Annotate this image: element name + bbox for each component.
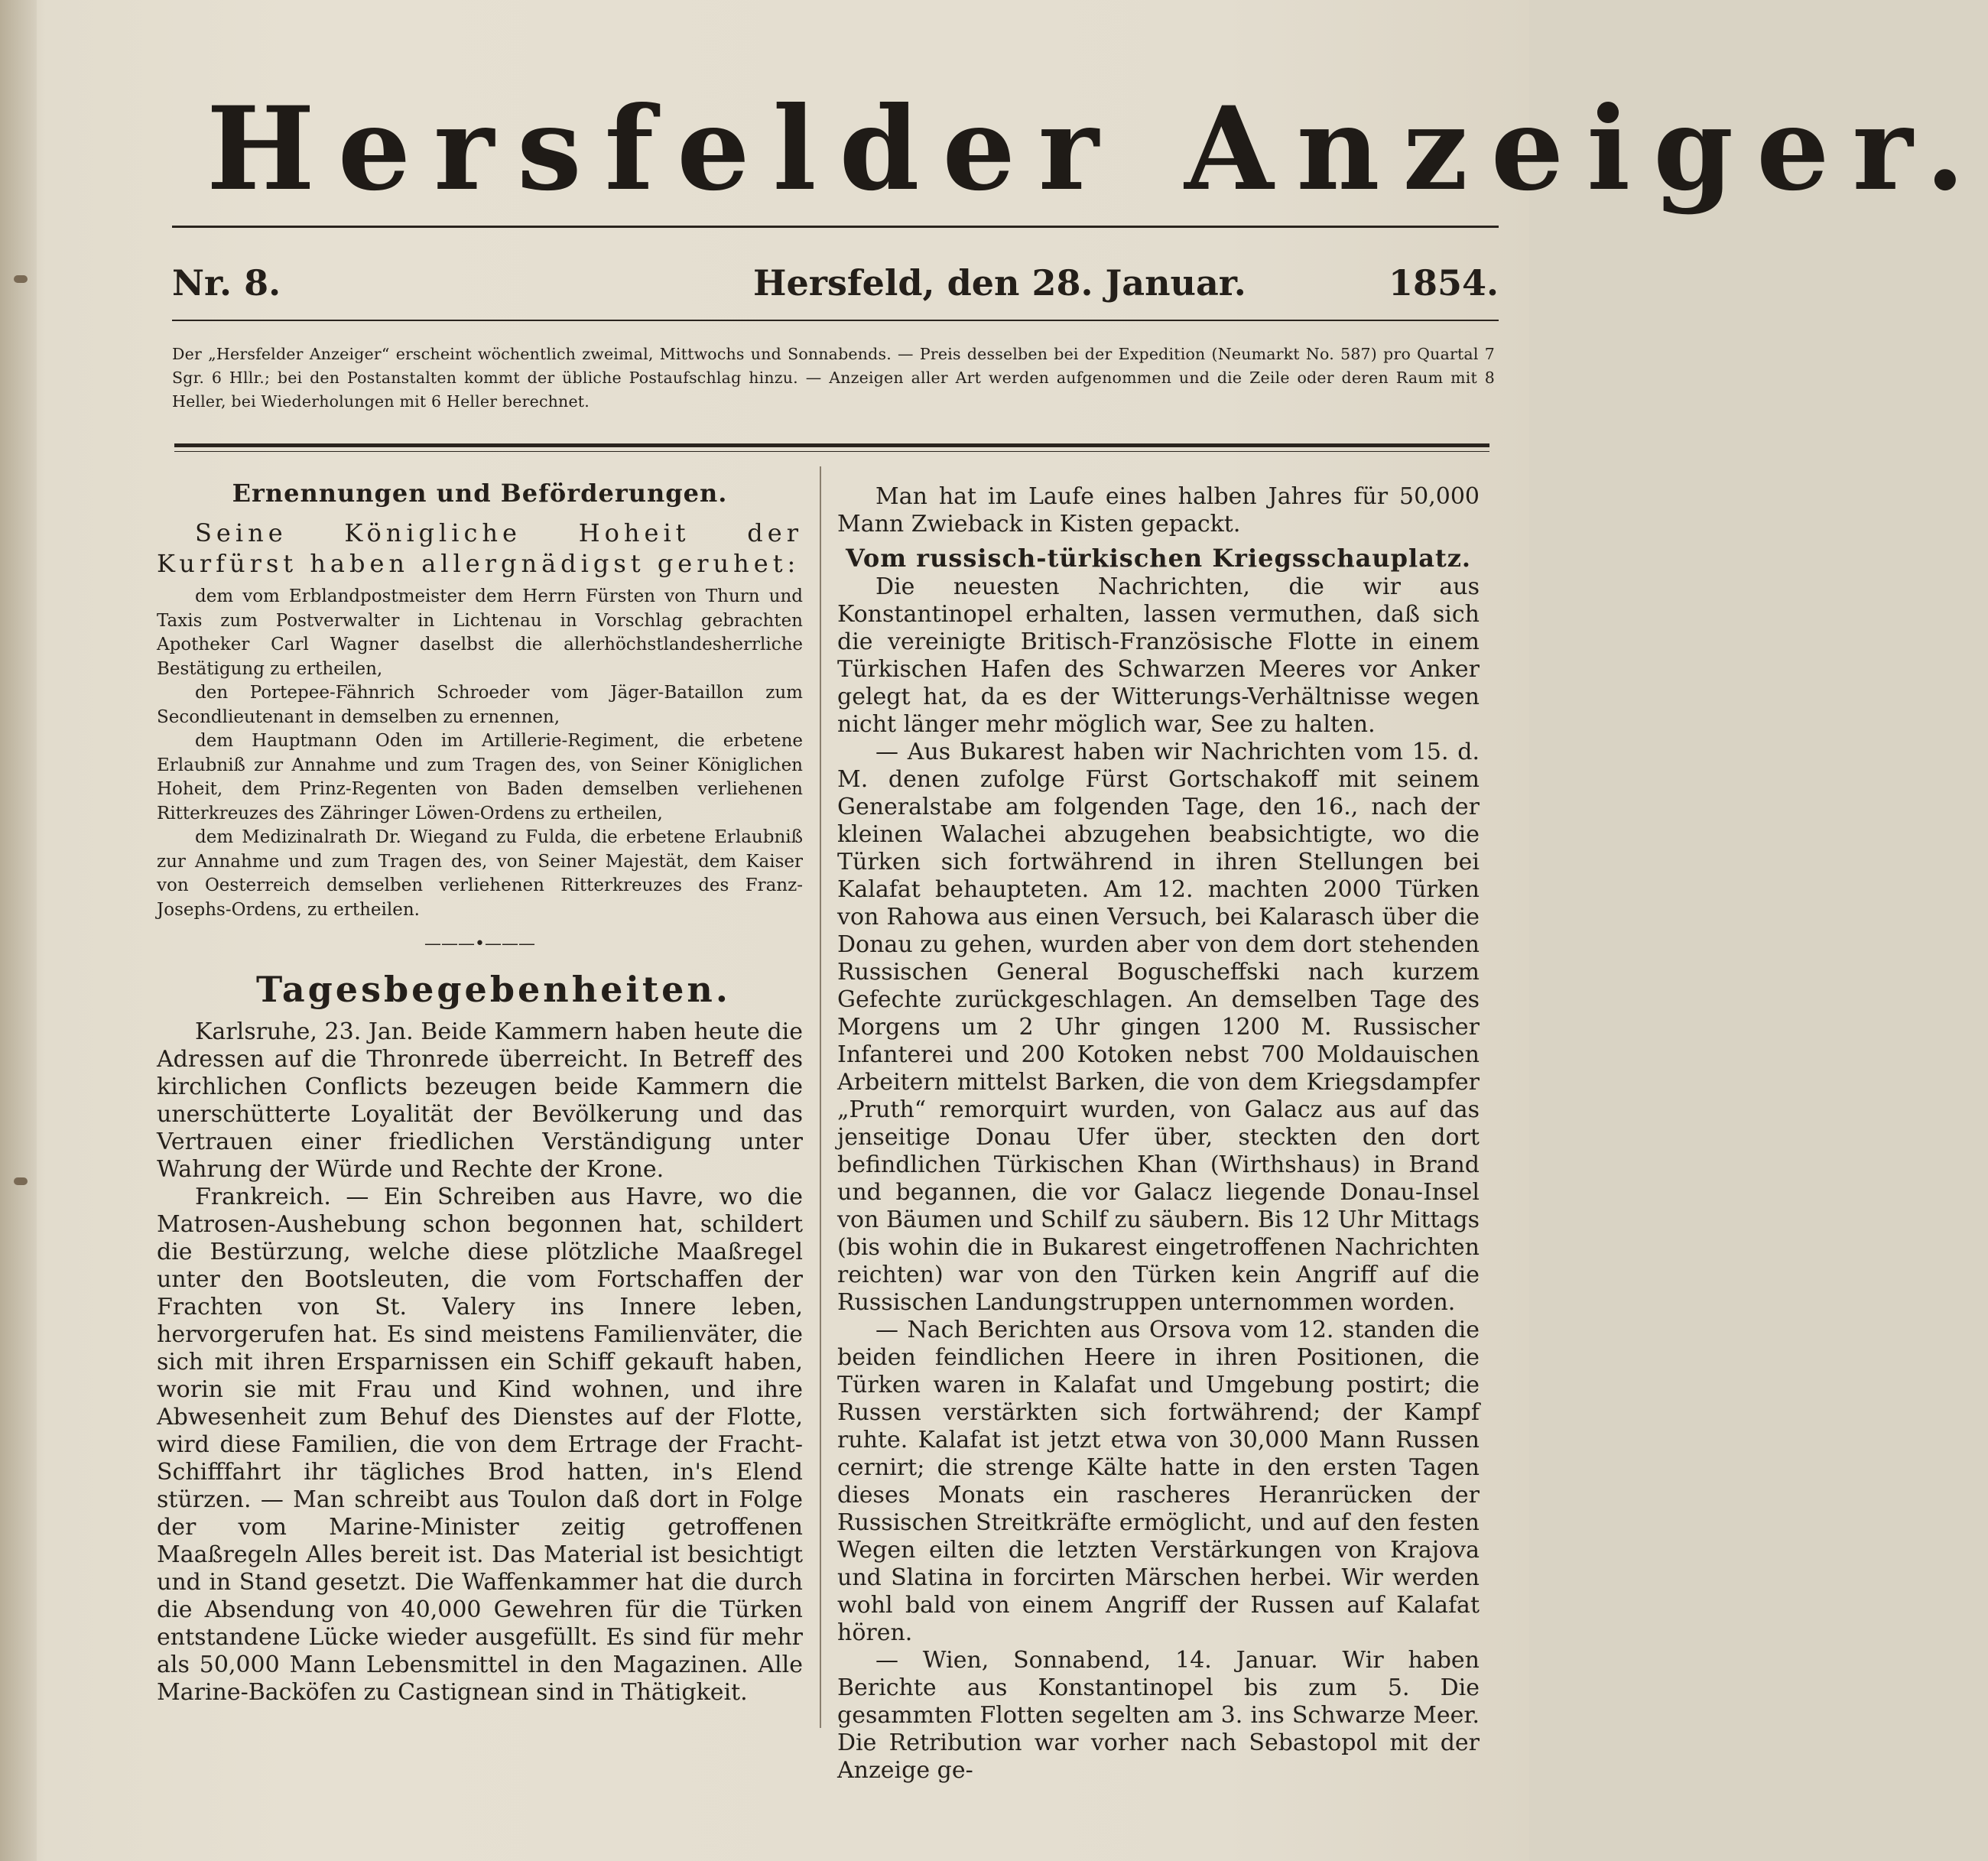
section-divider: ———•——— [424,934,535,953]
article-paragraph: Karlsruhe, 23. Jan. Beide Kammern haben heute die Adressen auf die Thronrede überreicht. In Betreff des kirchlichen Conflicts bezeugen beide Kammern die unerschütterte Loyalität der Bevölkerung und das Vertrauen einer friedlichen Verständigung unter Wahrung der Würde und Rechte der Krone. [157,1018,803,1183]
appointments-lead: Seine Königliche Hoheit der Kurfürst haben allergnädigst geruhet: [157,518,803,578]
right-column [837,483,1480,1785]
article-paragraph: — Aus Bukarest haben wir Nachrichten vom 15. d. M. denen zufolge Fürst Gortschakoff mit seinem Generalstabe am folgenden Tage, den 16., nach der kleinen Walachei abzugehen beabsichtigte, wo die Türken sich fortwährend in ihren Stellungen bei Kalafat behaupteten. Am 12. machten 2000 Türken von Rahowa aus einen Versuch, bei Kalarasch über die Donau zu gehen, wurden aber von dem dort stehenden Russischen General Boguscheffski nach kurzem Gefechte zurückgeschlagen. An demselben Tage des Morgens um 2 Uhr gingen 1200 M. Russischer Infanterei und 200 Kotoken nebst 700 Moldauischen Arbeitern mittelst Barken, die von dem Kriegsdampfer „Pruth“ remorquirt wurden, von Galacz aus auf das jenseitige Donau Ufer über, steckten den dort befindlichen Türkischen Khan (Wirthshaus) in Brand und begannen, die vor Galacz liegende Donau-Insel von Bäumen und Schilf zu säubern. Bis 12 Uhr Mittags (bis wohin die in Bukarest eingetroffenen Nachrichten reichten) war von den Türken kein Angriff auf die Russischen Landungstruppen unternommen worden. [837,739,1480,1316]
masthead-rule [172,226,1499,228]
subscription-notice: Der „Hersfelder Anzeiger“ erscheint wöchentlich zweimal, Mittwochs und Sonnabends. — Preis desselben bei der Expedition (Neumarkt No. 587) pro Quartal 7 Sgr. 6 Hllr.; bei den Postanstalten kommt der übliche Postaufschlag hinzu. — Anzeigen aller Art werden aufgenommen und die Zeile oder deren Raum mit 8 Heller, bei Wiederholungen mit 6 Heller berechnet. [172,345,1495,411]
masthead-title: Hersfelder Anzeiger. [206,82,1988,216]
daily-events-body [157,1018,803,1707]
article-paragraph: Man hat im Laufe eines halben Jahres für 50,000 Mann Zwieback in Kisten gepackt. [837,483,1480,538]
appointment-paragraph: dem Medizinalrath Dr. Wiegand zu Fulda, die erbetene Erlaubniß zur Annahme und zum Tragen des, von Seiner Majestät, dem Kaiser von Oesterreich demselben verliehenen Ritterkreuzes des Franz-Josephs-Ordens, zu ertheilen. [157,827,803,920]
dateline-rule [172,320,1499,321]
left-column [157,478,803,1707]
binding-stitch [14,275,28,283]
appointment-paragraph: dem Hauptmann Oden im Artillerie-Regiment, die erbetene Erlaubniß zur Annahme und zum Tragen des, von Seiner Königlichen Hoheit, dem Prinz-Regenten von Baden demselben verliehenen Ritterkreuzes des Zähringer Löwen-Ordens zu ertheilen, [157,731,803,823]
article-paragraph: — Wien, Sonnabend, 14. Januar. Wir haben Berichte aus Konstantinopel bis zum 5. Die gesammten Flotten segelten am 3. ins Schwarze Meer. Die Retribution war vorher nach Sebastopol mit der Anzeige ge- [837,1647,1480,1784]
appointments-list [157,585,803,922]
heading-appointments: Ernennungen und Beförderungen. [232,479,728,508]
appointment-paragraph: den Portepee-Fähnrich Schroeder vom Jäger-Bataillon zum Secondlieutenant in demselben zu ernennen, [157,683,803,727]
article-paragraph: Die neuesten Nachrichten, die wir aus Konstantinopel erhalten, lassen vermuthen, daß sich die vereinigte Britisch-Französische Flotte in einem Türkischen Hafen des Schwarzen Meeres vor Anker gelegt hat, da es der Witterungs-Verhältnisse wegen nicht länger mehr möglich war, See zu halten. [837,573,1480,738]
heading-war-theatre: Vom russisch-türkischen Kriegsschauplatz. [845,544,1472,573]
header-thin-rule [174,451,1489,452]
issue-number: Nr. 8. [172,262,281,304]
dateline [172,256,1499,310]
appointment-paragraph: dem vom Erblandpostmeister dem Herrn Fürsten von Thurn und Taxis zum Postverwalter in Lichtenau in Vorschlag gebrachten Apotheker Carl Wagner daselbst die allerhöchstlandesherrliche Bestätigung zu ertheilen, [157,586,803,679]
issue-year: 1854. [1388,262,1499,304]
article-paragraph: Frankreich. — Ein Schreiben aus Havre, wo die Matrosen-Aushebung schon begonnen hat, schildert die Bestürzung, welche diese plötzliche Maaßregel unter den Bootsleuten, die vom Fortschaffen der Frachten von St. Valery ins Innere leben, hervorgerufen hat. Es sind meistens Familienväter, die sich mit ihren Ersparnissen ein Schiff gekauft haben, worin sie mit Frau und Kind wohnen, und ihre Abwesenheit zum Behuf des Dienstes auf der Flotte, wird diese Familien, die von dem Ertrage der Fracht-Schifffahrt ihr tägliches Brod hatten, in's Elend stürzen. — Man schreibt aus Toulon daß dort in Folge der vom Marine-Minister zeitig getroffenen Maaßregeln Alles bereit ist. Das Material ist besichtigt und in Stand gesetzt. Die Waffenkammer hat die durch die Absendung von 40,000 Gewehren für die Türken entstandene Lücke wieder ausgefüllt. Es sind für mehr als 50,000 Mann Lebensmittel in den Magazinen. Alle Marine-Backöfen zu Castignean sind in Thätigkeit. [157,1184,803,1706]
column-rule [820,466,821,1728]
binding-stitch [14,1177,28,1185]
place-date: Hersfeld, den 28. Januar. [753,262,1246,304]
article-paragraph: — Nach Berichten aus Orsova vom 12. standen die beiden feindlichen Heere in ihren Positionen, die Türken waren in Kalafat und Umgebung postirt; die Russen verstärkten sich fortwährend; der Kampf ruhte. Kalafat ist jetzt etwa von 30,000 Mann Russen cernirt; die strenge Kälte hatte in den ersten Tagen dieses Monats ein rascheres Heranrücken der Russischen Streitkräfte ermöglicht, und auf den festen Wegen eilten die letzten Verstärkungen von Krajova und Slatina in forcirten Märschen herbei. Wir werden wohl bald von einem Angriff der Russen auf Kalafat hören. [837,1317,1480,1646]
heading-daily-events: Tagesbegebenheiten. [256,969,731,1010]
header-thick-rule [174,443,1489,447]
